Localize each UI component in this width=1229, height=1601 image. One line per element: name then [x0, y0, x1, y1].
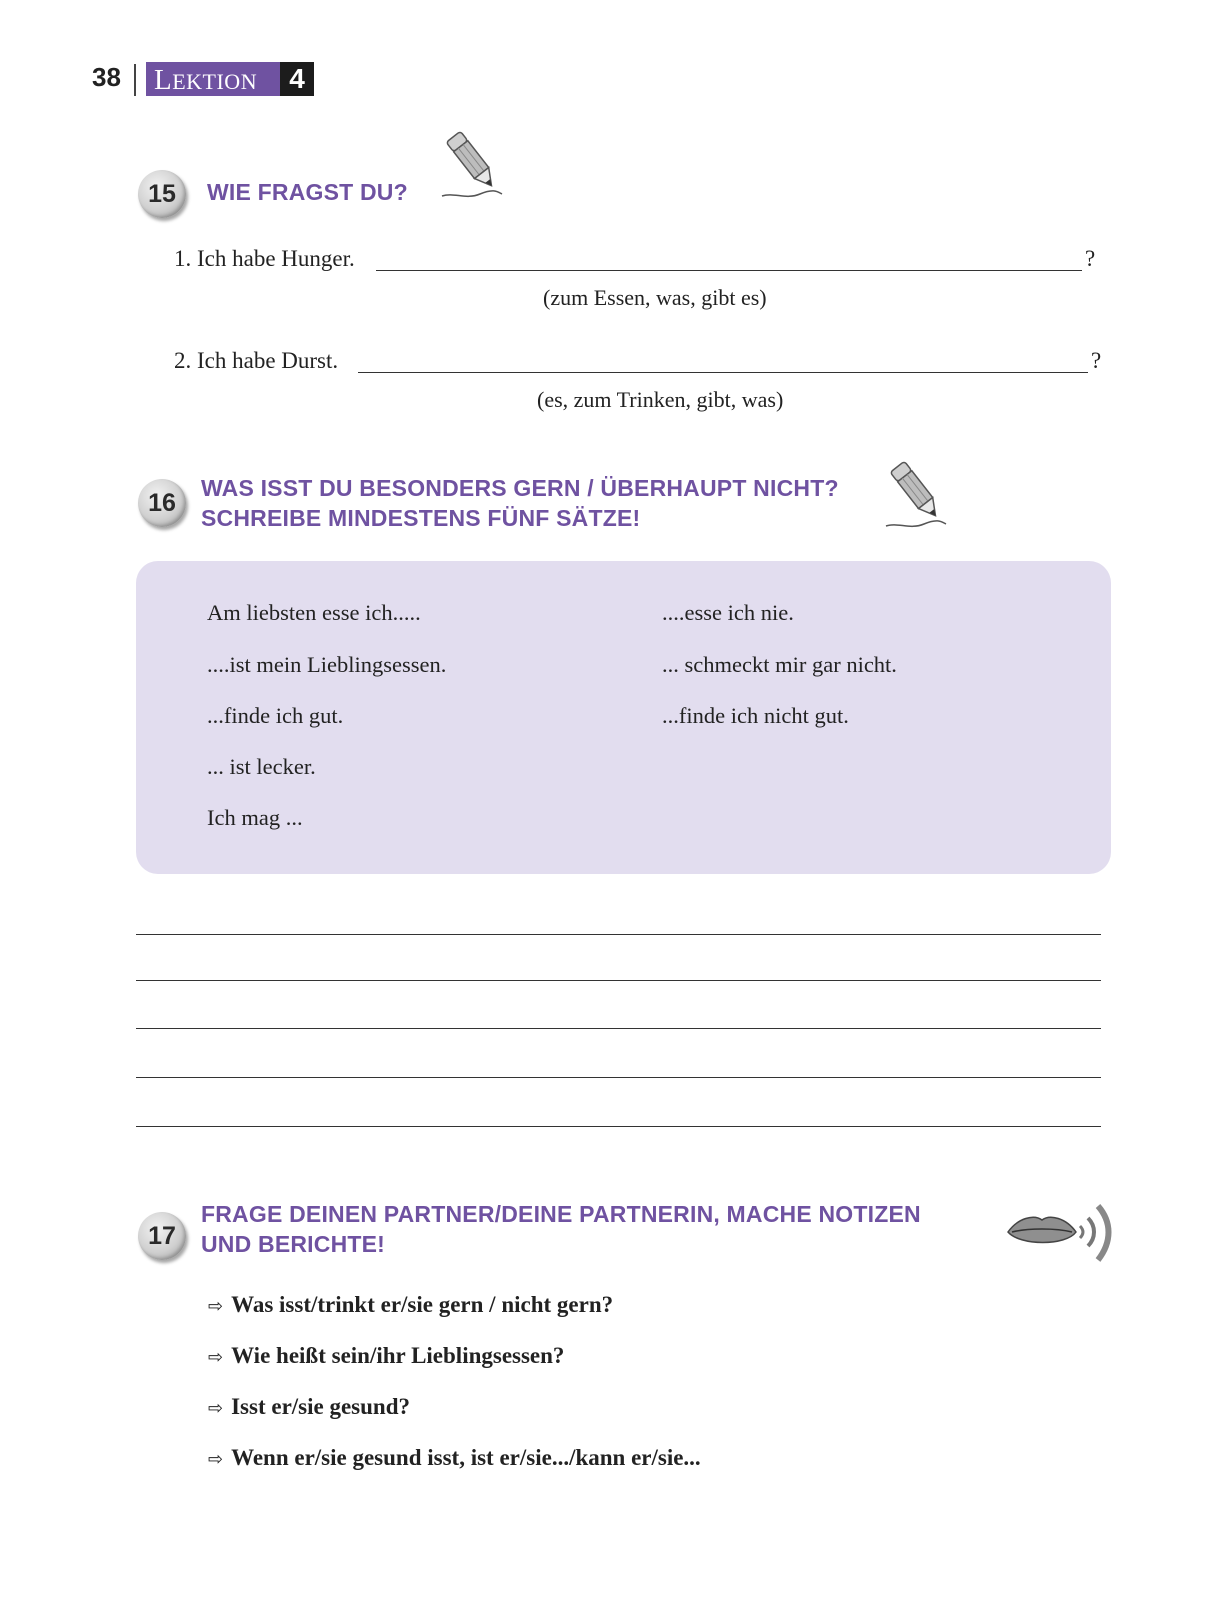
- arrow-right-icon: ⇨: [208, 1398, 224, 1419]
- exercise-15-item-1-hint: (zum Essen, was, gibt es): [543, 285, 767, 310]
- page-number: 38: [92, 62, 121, 92]
- writing-line-1[interactable]: [136, 934, 1101, 935]
- writing-line-2[interactable]: [136, 980, 1101, 981]
- question-2-text: Wie heißt sein/ihr Lieblingsessen?: [231, 1343, 565, 1368]
- arrow-right-icon: ⇨: [208, 1449, 224, 1470]
- lesson-number: 4: [280, 62, 314, 96]
- phrase-left-2: ....ist mein Lieblingsessen.: [207, 652, 447, 677]
- phrase-left-1: Am liebsten esse ich.....: [207, 600, 421, 625]
- exercise-15-item-1-answer-line[interactable]: [376, 270, 1082, 271]
- writing-line-3[interactable]: [136, 1028, 1101, 1029]
- exercise-17-title-line-2: UND BERICHTE!: [201, 1231, 386, 1257]
- phrase-right-1: ....esse ich nie.: [662, 600, 794, 625]
- lesson-label-first: L: [154, 64, 173, 96]
- writing-line-5[interactable]: [136, 1126, 1101, 1127]
- pencil-icon: [884, 456, 950, 532]
- exercise-16-badge: 16: [138, 479, 186, 527]
- question-1-text: Was isst/trinkt er/sie gern / nicht gern?: [231, 1292, 614, 1317]
- exercise-16-title-line-1: WAS ISST DU BESONDERS GERN / ÜBERHAUPT NICHT?: [201, 475, 839, 501]
- phrase-left-4: ... ist lecker.: [207, 754, 316, 779]
- header-divider: [134, 64, 136, 96]
- exercise-15-item-2-hint: (es, zum Trinken, gibt, was): [537, 387, 784, 412]
- exercise-17-title: [201, 1199, 921, 1259]
- writing-line-4[interactable]: [136, 1077, 1101, 1078]
- exercise-15-badge: 15: [138, 170, 186, 218]
- question-2: [208, 1343, 564, 1369]
- lesson-label: [154, 64, 257, 98]
- exercise-15-item-2-answer-line[interactable]: [358, 372, 1088, 373]
- lesson-label-rest: EKTION: [172, 69, 258, 94]
- phrase-left-3: ...finde ich gut.: [207, 703, 344, 728]
- question-4-text: Wenn er/sie gesund isst, ist er/sie.../kann er/sie...: [231, 1445, 701, 1470]
- question-4: [208, 1445, 701, 1471]
- question-3: [208, 1394, 410, 1420]
- exercise-15-item-1-text: 1. Ich habe Hunger.: [174, 246, 355, 271]
- exercise-15-item-1-question-mark: ?: [1085, 246, 1096, 271]
- phrase-right-3: ...finde ich nicht gut.: [662, 703, 849, 728]
- exercise-16-title: [201, 473, 839, 533]
- arrow-right-icon: ⇨: [208, 1347, 224, 1368]
- question-1: [208, 1292, 613, 1318]
- mouth-speaking-icon: [1004, 1196, 1116, 1268]
- question-3-text: Isst er/sie gesund?: [231, 1394, 410, 1419]
- exercise-15-item-2-text: 2. Ich habe Durst.: [174, 348, 339, 373]
- phrase-right-2: ... schmeckt mir gar nicht.: [662, 652, 897, 677]
- exercise-15-title: WIE FRAGST DU?: [207, 179, 408, 205]
- exercise-17-title-line-1: FRAGE DEINEN PARTNER/DEINE PARTNERIN, MACHE NOTIZEN: [201, 1201, 921, 1227]
- exercise-16-title-line-2: SCHREIBE MINDESTENS FÜNF SÄTZE!: [201, 505, 641, 531]
- pencil-icon: [440, 126, 506, 202]
- exercise-17-badge: 17: [138, 1212, 186, 1260]
- exercise-15-item-2-question-mark: ?: [1091, 348, 1102, 373]
- phrase-left-5: Ich mag ...: [207, 805, 303, 830]
- arrow-right-icon: ⇨: [208, 1296, 224, 1317]
